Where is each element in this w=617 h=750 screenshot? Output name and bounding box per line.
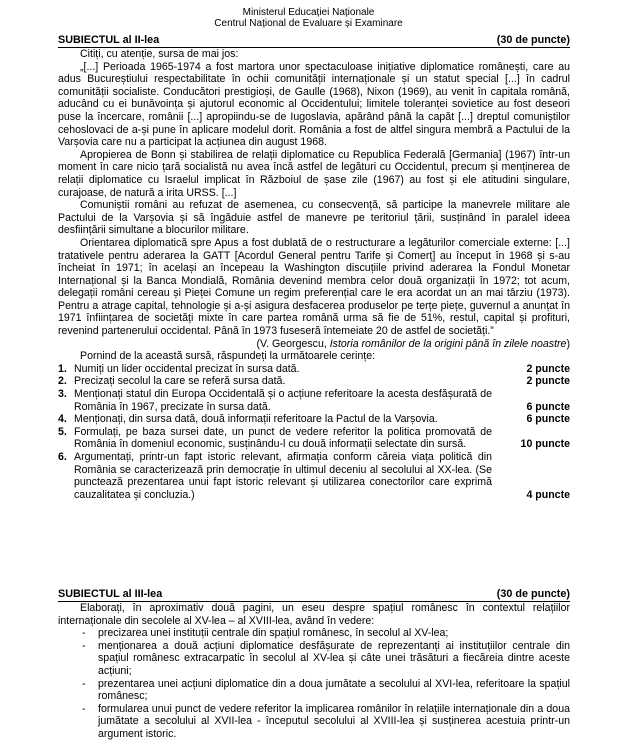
essay-requirement-3 bbox=[58, 678, 570, 703]
citation-end: ) bbox=[566, 337, 570, 350]
question-number: 4. bbox=[58, 413, 67, 426]
question-text: Argumentați, printr-un fapt istoric relevant, afirmația conform căreia viața politică din România se caracterizează prin democrație în ultimul deceniu al secolului al XX-lea. (Se punctează prezentarea unui fapt istoric relevant și utilizarea conectorilor care exprimă cauzalitatea și concluzia.) bbox=[74, 451, 492, 501]
question-points: 2 puncte bbox=[526, 362, 570, 375]
section-3-title: SUBIECTUL al III-lea bbox=[58, 588, 163, 600]
source-paragraph-1: „[...] Perioada 1965-1974 a fost martora unor spectaculoase inițiative diplomatice românești, care au adus Bucureștiului respectabilitate în ochii comunității internaționale și un statut special [...] în cadrul comunității socialiste. Conducători prestigioși, de Gaulle (1968), Nixon (1969), au venit în capitala română, aducând cu ei bunăvoința și ajutorul economic al Occidentului; limitele toleranței sovietice au fost deseori puse la încercare, românii [...] apropiindu-se de Iugoslavia, apărând până la capăt [...] dreptul comuniștilor cehoslovaci de a-și pune în aplicare modelul dorit. România a fost de altfel singura membră a Pactului de la Varșovia care nu a participat la acțiunea din august 1968. bbox=[58, 60, 570, 149]
dash-bullet: - bbox=[82, 627, 86, 640]
source-paragraph-2: Apropierea de Bonn și stabilirea de relații diplomatice cu Republica Federală [Germania] (1967) într-un moment în care nicio țară socialistă nu avea încă astfel de legături cu Occidentul, precum și menținerea de relații diplomatice cu Israelul implicat în Războiul de șase zile (1967) au fost și ele atitudini singulare, curajoase, de natură a irita URSS. [...] bbox=[58, 148, 570, 199]
question-text: Numiți un lider occidental precizat în sursa dată. bbox=[74, 362, 300, 375]
question-points: 10 puncte bbox=[520, 438, 570, 451]
question-number: 5. bbox=[58, 425, 67, 438]
question-text: Precizați secolul la care se referă sursa dată. bbox=[74, 375, 286, 388]
question-text: Menționați, din sursa dată, două informații referitoare la Pactul de la Varșovia. bbox=[74, 413, 438, 426]
requirement-text: formularea unui punct de vedere referitor la implicarea românilor în relațiile internaționale din a doua jumătate a secolului al XVII-lea - începutul secolului al XVIII-lea și susținerea acestuia printr-un argument istoric. bbox=[98, 702, 570, 740]
citation-title: Istoria românilor de la origini până în zilele noastre bbox=[329, 337, 567, 350]
question-1 bbox=[58, 363, 570, 376]
question-points: 2 puncte bbox=[526, 375, 570, 388]
dash-bullet: - bbox=[82, 639, 86, 652]
source-paragraph-3: Comuniștii români au refuzat de asemenea, cu consecvență, să participe la manevrele militare ale Pactului de la Varșovia și să îngăduie astfel de manevre pe teritoriul țării, susținând în paralel ideea desființării simultane a blocurilor militare. bbox=[58, 199, 570, 237]
question-text: Menționați statul din Europa Occidentală și o acțiune referitoare la acesta desfășurată de România în 1967, precizate în sursa dată. bbox=[74, 388, 492, 413]
source-intro: Citiți, cu atenție, sursa de mai jos: bbox=[80, 48, 239, 60]
source-paragraph-4: Orientarea diplomatică spre Apus a fost dublată de o restructurare a legăturilor comerciale externe: [...] tratativele pentru aderarea la GATT [Acordul General pentru Tarife și Comerț] au început în 1968 și s-au încheiat în 1971; în același an începeau la Washington discuțiile privind aderarea la Fondul Monetar Internațional și la Banca Mondială, România devenind membra celor două organizații în 1972; tot acum, delegații români cereau și Pieței Comune un regim preferențial care le era acordat un an mai târziu (1973). Pentru a atrage capital, tehnologie și a-și asigura desfacerea produselor pe terțe piețe, guvernul a anunțat în 1971 înființarea de societăți mixte în care partea română urma să fie de 51%, restul, capital și profituri, revenind partenerului occidental. Până în 1973 fuseseră întemeiate 20 de astfel de societăți.” bbox=[58, 236, 570, 338]
center-name: Centrul Național de Evaluare și Examinare bbox=[214, 18, 403, 29]
section-2-heading bbox=[58, 34, 570, 48]
section-3-heading bbox=[58, 588, 570, 602]
section-subject-2 bbox=[58, 34, 570, 501]
question-points: 6 puncte bbox=[526, 413, 570, 426]
question-number: 1. bbox=[58, 362, 67, 375]
question-number: 6. bbox=[58, 451, 67, 463]
essay-requirement-2 bbox=[58, 640, 570, 678]
dash-bullet: - bbox=[82, 702, 86, 715]
section-subject-3 bbox=[58, 588, 570, 741]
requirement-text: precizarea unei instituții centrale din spațiul românesc, în secolul al XV-lea; bbox=[98, 627, 449, 640]
question-6 bbox=[58, 451, 570, 501]
question-points: 4 puncte bbox=[526, 488, 570, 501]
essay-requirement-1 bbox=[58, 627, 570, 640]
source-citation bbox=[58, 338, 570, 351]
page-header bbox=[0, 0, 617, 29]
dash-bullet: - bbox=[82, 677, 86, 690]
requirement-text: prezentarea unei acțiuni diplomatice din a doua jumătate a secolului al XVI-lea, referitoare la spațiul românesc; bbox=[98, 677, 570, 703]
section-3-points: (30 de puncte) bbox=[496, 588, 570, 600]
questions-prompt: Pornind de la această sursă, răspundeți la următoarele cerințe: bbox=[80, 350, 376, 363]
question-text: Formulați, pe baza sursei date, un punct de vedere referitor la politica promovată de România în domeniul economic, susținându-l cu două informații selectate din sursă. bbox=[74, 425, 492, 451]
question-5 bbox=[58, 426, 570, 451]
question-number: 2. bbox=[58, 375, 67, 388]
requirement-text: menționarea a două acțiuni diplomatice desfășurate de reprezentanți ai instituțiilor centrale din spațiul românesc extracarpatic în secolul al XV-lea și câte unei trăsături a fiecăreia dintre aceste acțiuni; bbox=[98, 639, 570, 677]
section-2-points: (30 de puncte) bbox=[496, 34, 570, 46]
essay-intro: Elaborați, în aproximativ două pagini, un eseu despre spațiul românesc în contextul relațiilor internaționale din secolele al XV-lea – al XVIII-lea, având în vedere: bbox=[58, 602, 570, 627]
question-number: 3. bbox=[58, 388, 67, 401]
question-4 bbox=[58, 413, 570, 426]
question-3 bbox=[58, 388, 570, 413]
essay-requirement-4 bbox=[58, 703, 570, 741]
question-points: 6 puncte bbox=[526, 400, 570, 413]
question-2 bbox=[58, 375, 570, 388]
ministry-name: Ministerul Educației Naționale bbox=[242, 7, 375, 18]
section-2-title: SUBIECTUL al II-lea bbox=[58, 34, 160, 46]
citation-author: (V. Georgescu, bbox=[256, 337, 330, 350]
